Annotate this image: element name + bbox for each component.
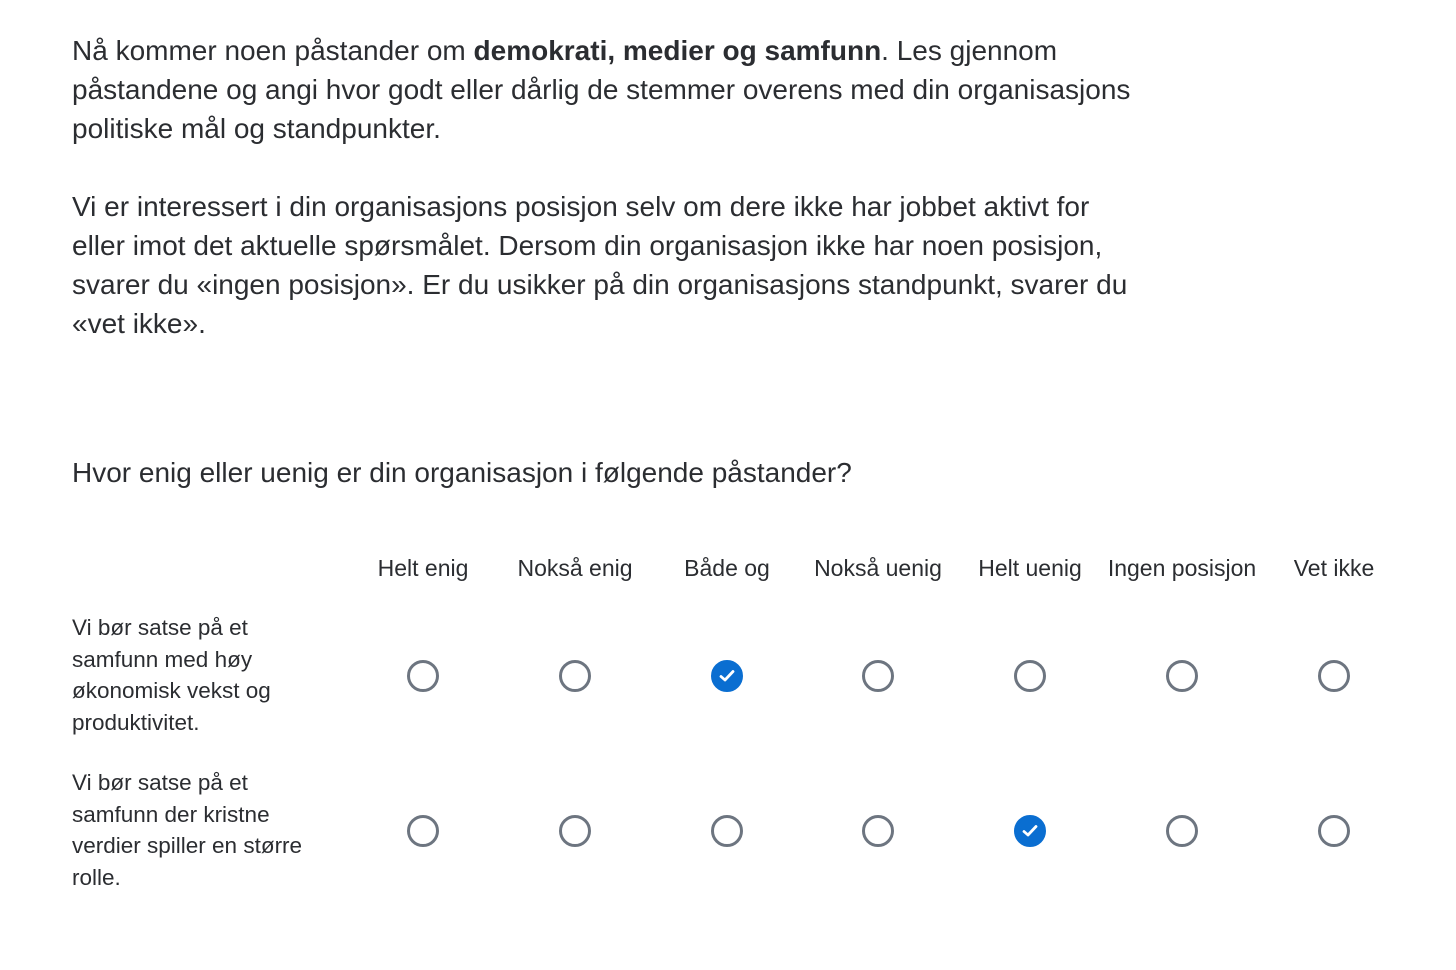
radio-option[interactable] — [711, 815, 743, 847]
column-header: Ingen posisjon — [1107, 555, 1257, 581]
radio-option[interactable] — [1014, 660, 1046, 692]
column-header: Vet ikke — [1293, 555, 1375, 581]
question-title: Hvor enig eller uenig er din organisasjon i følgende påstander? — [72, 457, 852, 488]
instructions-text-end: . Les gjennom påstandene og angi hvor godt eller dårlig de stemmer overens med din organisasjons politiske mål og standpunkter. — [72, 35, 1131, 144]
statement-label: Vi bør satse på et samfunn der kristne verdier spiller en større rolle. — [72, 770, 303, 890]
instructions-topic: demokrati, medier og samfunn — [473, 35, 882, 66]
radio-option[interactable] — [862, 815, 894, 847]
column-header: Både og — [684, 555, 770, 581]
radio-option[interactable] — [862, 660, 894, 692]
column-header: Nokså uenig — [814, 555, 942, 581]
column-header: Nokså enig — [517, 555, 633, 581]
column-header: Helt enig — [377, 555, 469, 581]
instructions — [72, 31, 1132, 343]
radio-option[interactable] — [1166, 660, 1198, 692]
statement-row — [72, 767, 1412, 897]
column-header: Helt uenig — [978, 555, 1082, 581]
instructions-paragraph-1 — [72, 31, 1132, 148]
radio-option[interactable] — [1014, 815, 1046, 847]
radio-option[interactable] — [559, 660, 591, 692]
radio-option[interactable] — [559, 815, 591, 847]
instructions-text-start: Nå kommer noen påstander om — [72, 35, 474, 66]
checkmark-icon — [719, 669, 735, 683]
radio-option[interactable] — [407, 660, 439, 692]
radio-option[interactable] — [1166, 815, 1198, 847]
statement-label: Vi bør satse på et samfunn med høy økonomisk vekst og produktivitet. — [72, 615, 271, 735]
radio-option[interactable] — [407, 815, 439, 847]
checkmark-icon — [1022, 824, 1038, 838]
instructions-paragraph-2: Vi er interessert i din organisasjons posisjon selv om dere ikke har jobbet aktivt for eller imot det aktuelle spørsmålet. Dersom din organisasjon ikke har noen posisjon, svarer du «ingen posisjon». Er du usikker på din organisasjons standpunkt, svarer du «vet ikke». — [72, 191, 1128, 339]
radio-option[interactable] — [1318, 660, 1350, 692]
statement-row — [72, 612, 1412, 742]
radio-option[interactable] — [711, 660, 743, 692]
radio-option[interactable] — [1318, 815, 1350, 847]
